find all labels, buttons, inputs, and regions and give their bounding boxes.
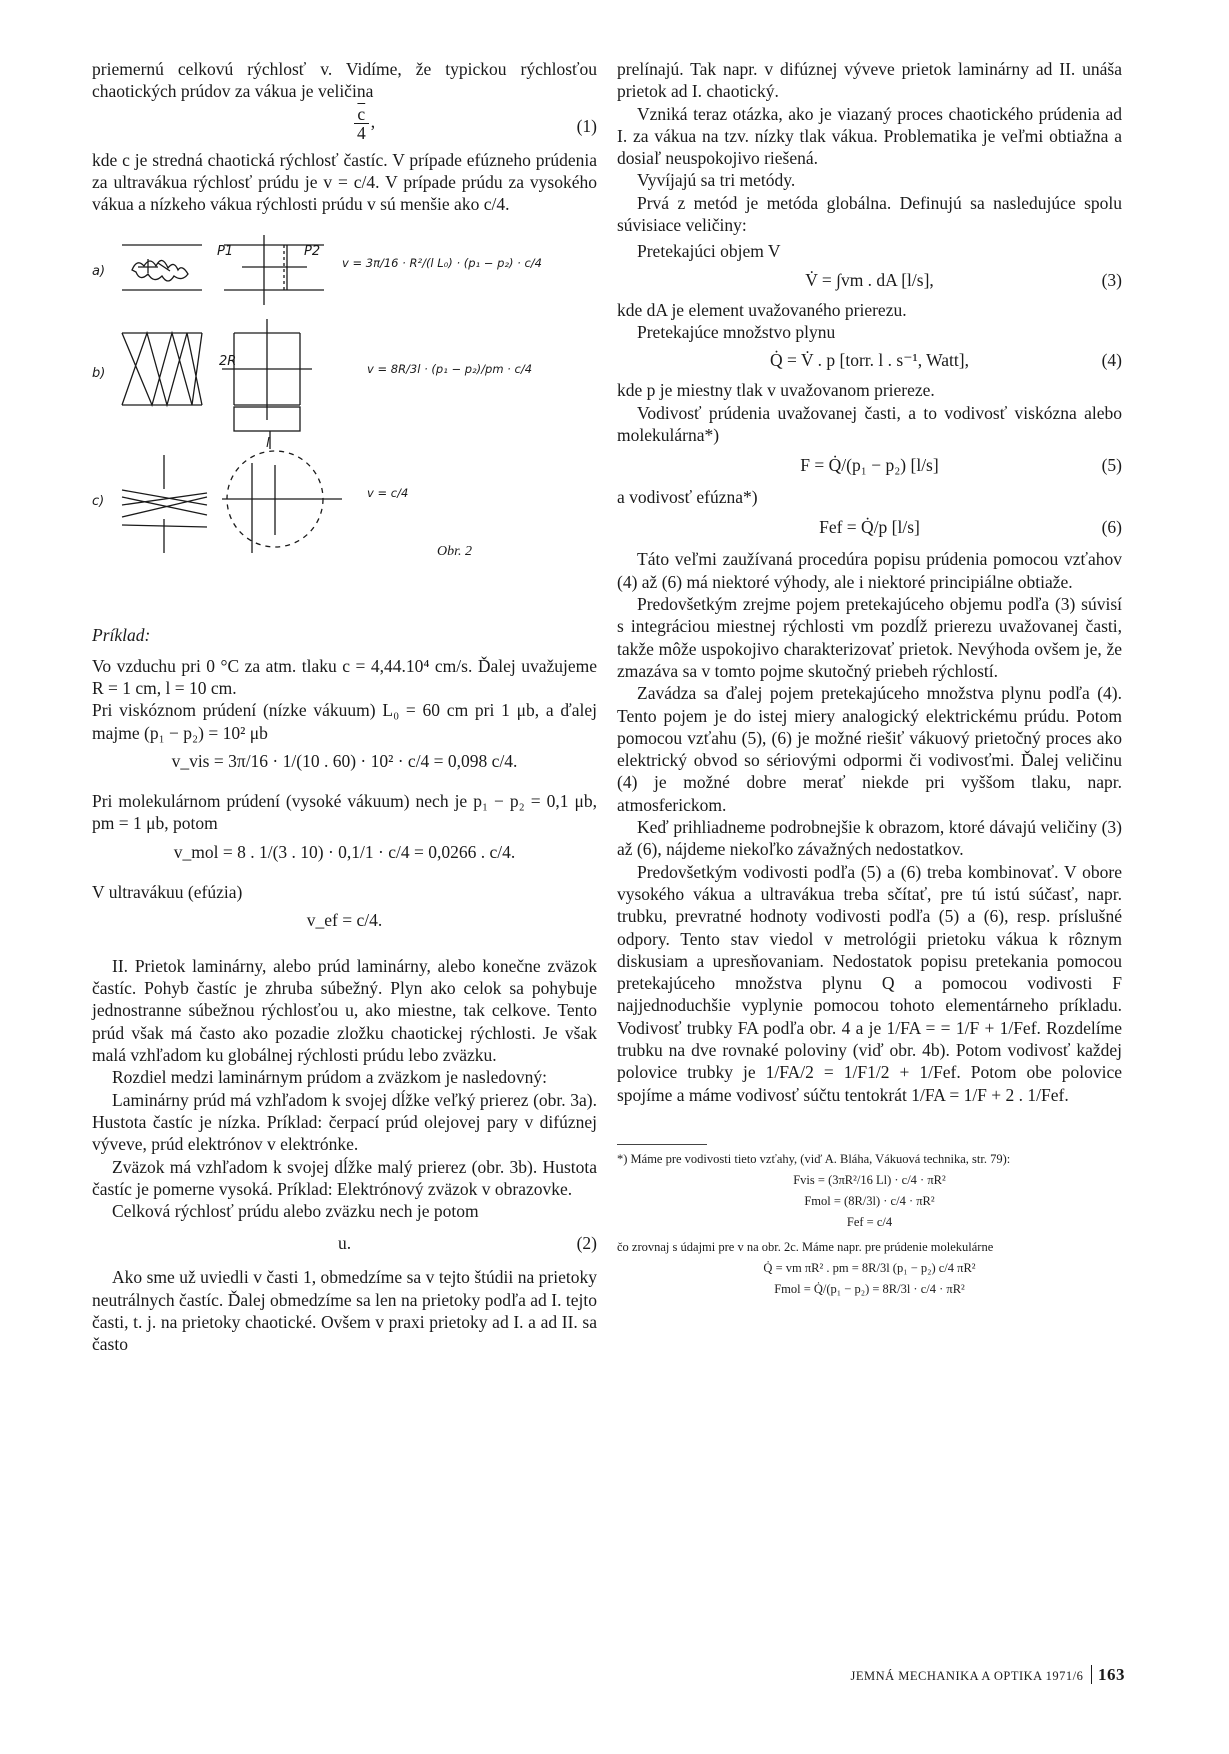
paragraph: priemernú celkovú rýchlosť v. Vidíme, že typickou rýchlosťou chaotických prúdov za vákua je veličina: [92, 59, 597, 102]
eq-body: u.: [337, 1233, 352, 1254]
footnote-eq-vis: Fvis = (3πR²/16 Ll) · c/4 · πR²: [793, 1172, 946, 1187]
paragraph: Vzniká teraz otázka, ako je viazaný proces chaotického prúdenia ad I. za vákua na tzv. nízky tlak vákua. Problematika je veľmi obtiažna a dosiaľ neuspokojivo riešená.: [617, 103, 1122, 169]
figure-label-b: b): [92, 366, 106, 382]
formula-a: v = 3π/16 · R²/(l L₀) · (p₁ − p₂) · c/4: [342, 256, 542, 271]
paragraph: Ako sme už uviedli v časti 1, obmedzíme sa v tejto štúdii na prietoky neutrálnych častíc. Ďalej obmedzíme sa len na prietoky podľa ad I. tejto časti, t. j. na prietoky chaotické. Ovšem v praxi prietoky ad I. a ad II. sa často: [92, 1267, 597, 1355]
eq-body: F = Q̇/(p₁ − p₂) [l/s]: [800, 455, 939, 476]
paragraph: Táto veľmi zaužívaná procedúra popisu prúdenia pomocou vzťahov (4) až (6) má niektoré výhody, ale i niektoré principiálne obtiaže.: [617, 549, 1122, 592]
equation-2: [92, 1222, 597, 1266]
paragraph: a vodivosť efúzna*): [617, 487, 758, 508]
eq-body: V̇ = ∫vm . dA [l/s],: [805, 269, 934, 290]
equation-number: (3): [1101, 269, 1122, 290]
figure-2-drawing: [92, 235, 597, 610]
paragraph: Predovšetkým vodivosti podľa (5) a (6) treba kombinovať. V obore vysokého vákua a ultravákua treba sčítať, pre tú istú súčasť, napr. trubku, prevratné hodnoty vodivosti podľa (5) a (6), resp. príslušné odpory. Tento stav viedol v metrológii prietoku vákua k rôznym diskusiam a upresňovaniam. Nedostatok popisu pretekania pomocou pretekajúceho množstva plynu Q a pomocou vodivosti F najjednoduchšie vyplynie pomocou tohoto elementárneho príkladu. Vodivosť trubky FA podľa obr. 4 a je 1/FA = = 1/F + 1/Fef. Rozdelíme trubku na dve rovnaké poloviny (viď obr. 4b). Potom vodivosť každej polovice trubky je 1/FA/2 = 1/F1/2 + 1/Fef. Potom obe polovice spojíme a máme vodivosť súčtu tentokrát 1/FA = 1/F + 2 . 1/Fef.: [617, 861, 1122, 1105]
equation-5: [617, 454, 1122, 478]
equation-6: [617, 516, 1122, 540]
equation-3: [617, 269, 1122, 293]
footnote-rule: [617, 1144, 707, 1145]
paragraph: kde p je miestny tlak v uvažovanom priereze.: [617, 380, 935, 401]
journal-name: JEMNÁ MECHANIKA A OPTIKA 1971/6: [850, 1669, 1084, 1683]
figure-2: [92, 235, 597, 610]
paragraph: Pri molekulárnom prúdení (vysoké vákuum) nech je p₁ − p₂ = 0,1 μb, pm = 1 μb, potom: [92, 790, 597, 834]
paragraph: Rozdiel medzi laminárnym prúdom a zväzkom je nasledovný:: [112, 1067, 547, 1088]
eq-body: Q̇ = V̇ . p [torr. l . s⁻¹, Watt],: [770, 350, 969, 371]
equation-ef: v_ef = c/4.: [306, 909, 383, 930]
footnote-eq-mol: Fmol = (8R/3l) · c/4 · πR²: [804, 1193, 935, 1208]
equation-vis: v_vis = 3π/16 · 1/(10 . 60) · 10² · c/4 = 0,098 c/4.: [171, 750, 518, 771]
example-heading: Príklad:: [92, 625, 151, 646]
eq-body: Fef = Q̇/p [l/s]: [819, 517, 920, 538]
paragraph: Prvá z metód je metóda globálna. Definujú sa nasledujúce spolu súvisiace veličiny:: [617, 192, 1122, 236]
radius-label: 2R: [219, 354, 237, 370]
figure-label-c: c): [92, 494, 105, 510]
footnote-eq-ef: Fef = c/4: [846, 1214, 893, 1229]
paragraph: prelínajú. Tak napr. v difúznej výveve prietok laminárny ad II. unáša prietok ad I. chaotický.: [617, 59, 1122, 102]
paragraph: Vodivosť prúdenia uvažovanej časti, a to vodivosť viskózna alebo molekulárna*): [617, 402, 1122, 445]
page-number: 163: [1091, 1665, 1125, 1684]
formula-c: v = c/4: [367, 486, 409, 501]
footnote-text: *) Máme pre vodivosti tieto vzťahy, (viď A. Bláha, Vákuová technika, str. 79):: [617, 1151, 1011, 1166]
paragraph: kde dA je element uvažovaného prierezu.: [617, 299, 907, 320]
equation-number: (4): [1101, 350, 1122, 371]
paragraph: Zväzok má vzhľadom k svojej dĺžke malý prierez (obr. 3b). Hustota častíc je pomerne vysoká. Príklad: Elektrónový zväzok v obrazovke.: [92, 1156, 597, 1199]
figure-label-a: a): [92, 264, 106, 280]
equation-number: (1): [576, 115, 597, 136]
paragraph: Laminárny prúd má vzhľadom k svojej dĺžke veľký prierez (obr. 3a). Hustota častíc je nízka. Príklad: čerpací prúd olejovej pary v difúznej výveve, prúd elektrónov v elektrónke.: [92, 1089, 597, 1155]
equation-4: [617, 349, 1122, 373]
paragraph: Pri viskóznom prúdení (nízke vákuum) L₀ = 60 cm pri 1 μb, a ďalej majme (p₁ − p₂) = 10² μb: [92, 700, 597, 743]
paragraph: Predovšetkým zrejme pojem pretekajúceho objemu podľa (3) súvisí s integráciou miestnej rýchlosti vm pozdĺž prierezu uvažovanej časti, takže môže uspokojivo charakterizovať prietok. Nevýhoda ovšem je, že zmazáva sa v tomto pojme skutočný priebeh rýchlostí.: [617, 594, 1122, 681]
paragraph: Pretekajúce množstvo plynu: [637, 321, 836, 342]
paragraph: Vo vzduchu pri 0 °C za atm. tlaku c = 4,44.10⁴ cm/s. Ďalej uvažujeme R = 1 cm, l = 10 cm.: [92, 655, 597, 699]
length-label: l: [266, 436, 270, 452]
footnote-eq-q: Q̇ = vm πR² . pm = 8R/3l (p₁ − p₂) c/4 πR²: [763, 1260, 976, 1275]
paragraph: Pretekajúci objem V: [637, 241, 781, 262]
left-column: [92, 58, 597, 1356]
equation-number: (6): [1101, 517, 1122, 538]
paragraph: Celková rýchlosť prúdu alebo zväzku nech je potom: [112, 1201, 479, 1222]
eq-denominator: 4: [356, 122, 366, 143]
right-column: [617, 58, 1122, 1301]
page-footer: [795, 1665, 1125, 1685]
paragraph: Keď prihliadneme podrobnejšie k obrazom, ktoré dávajú veličiny (3) až (6), nájdeme niekoľko závažných nedostatkov.: [617, 817, 1122, 860]
pressure-p1-label: P1: [217, 244, 234, 260]
footnote: [617, 1144, 1122, 1298]
equation-number: (5): [1101, 455, 1122, 476]
equation-mol: v_mol = 8 . 1/(3 . 10) · 0,1/1 · c/4 = 0,0266 . c/4.: [173, 841, 516, 862]
paragraph: II. Prietok laminárny, alebo prúd laminárny, alebo konečne zväzok častíc. Pohyb častíc je zhruba súbežný. Plyn ako celok sa pohybuje jednostranne súbežnou rýchlosťou u, ako miestne, tak celkove. Tento prúd však má často ako pozadie zložku chaotickej rýchlosti. Je však malá vzhľadom ku globálnej rýchlosti prúdu lebo zväzku.: [92, 955, 597, 1066]
eq-numerator: $\overline{c}$: [354, 105, 369, 124]
equation-number: (2): [576, 1233, 597, 1254]
paragraph: Zavádza sa ďalej pojem pretekajúceho množstva plynu podľa (4). Tento pojem je do istej miery analogický elektrickému prúdu. Potom pomocou vzťahu (5), (6) je možné riešiť vákuový prietočný proces ako elektrický obvod so sériovými odpormi či vodivosťmi. Ďalej veličinu (4) je možné dobre merať niekde pri vyššom tlaku, napr. atmosferickom.: [617, 683, 1122, 815]
paragraph: Vyvíjajú sa tri metódy.: [637, 170, 796, 191]
equation-1: $\frac{\overline{c}}{4}$ , (1): [92, 105, 597, 149]
pressure-p2-label: P2: [304, 244, 321, 260]
paragraph: kde c je stredná chaotická rýchlosť častíc. V prípade efúzneho prúdenia za ultravákua rýchlosť prúdu je v = c/4. V prípade prúdu za vysokého vákua a nízkeho vákua rýchlosti prúdu v sú menšie ako c/4.: [92, 149, 597, 215]
paragraph: V ultravákuu (efúzia): [92, 881, 243, 902]
figure-caption: Obr. 2: [437, 544, 473, 560]
footnote-eq-fmol: Fmol = Q̇/(p₁ − p₂) = 8R/3l · c/4 · πR²: [774, 1281, 965, 1296]
footnote-text: čo zrovnaj s údajmi pre v na obr. 2c. Máme napr. pre prúdenie molekulárne: [617, 1239, 994, 1254]
formula-b: v = 8R/3l · (p₁ − p₂)/pm · c/4: [367, 362, 533, 377]
